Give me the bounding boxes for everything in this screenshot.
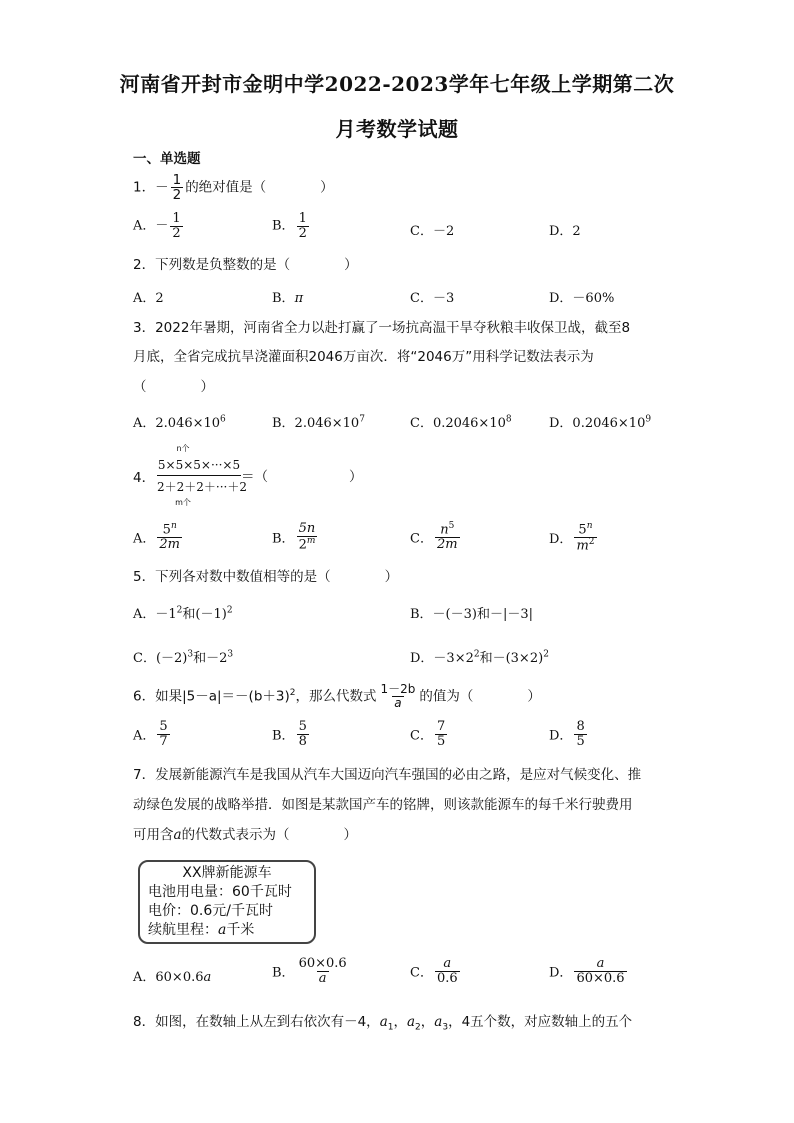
option-c: C． $\frac{n^5}{2m}$ [410, 521, 458, 552]
option-c: C． $\frac{7}{5}$ [410, 719, 446, 749]
option-b: B．$2.046\times 10^7$ [272, 414, 365, 431]
fraction: $\frac{5}{8}$ [298, 719, 307, 749]
underbrace-label-n: n个 [176, 444, 190, 453]
fraction: $\frac{1-2b}{a}$ [380, 682, 416, 710]
option-d: D． $\frac{8}{5}$ [549, 719, 585, 749]
fraction: $\frac{8}{5}$ [576, 719, 585, 749]
fraction: $\frac{7}{5}$ [436, 719, 446, 749]
paper-title-line-2: 月考数学试题 [335, 117, 459, 141]
option-b: B． $\frac{60\times 0.6}{a}$ [272, 956, 347, 986]
question-3-line-3: （ ） [133, 379, 214, 395]
question-4-stem: ＝（ ） [241, 469, 363, 485]
nameplate-title: XX牌新能源车 [182, 865, 272, 881]
fraction: $\frac{60\times 0.6}{a}$ [298, 956, 347, 986]
nameplate-battery: 电池用电量：60千瓦时 [148, 884, 292, 900]
option-b: B． $\frac{1}{2}$ [272, 211, 307, 241]
underbrace-label-m: m个 [175, 498, 191, 507]
option-b: B． $\frac{5}{8}$ [272, 719, 307, 749]
question-6: 6．如果$|5-a|=-(b+3)^2$，那么代数式 $\frac{1-2b}{a}$ 的值为（ ） [133, 682, 541, 710]
question-7-line-3: 可用含a的代数式表示为（ ） [133, 827, 358, 843]
question-5: 5．下列各对数中数值相等的是（ ） [133, 569, 399, 585]
question-4-numerator: 5×5×5×···×5 [157, 458, 241, 472]
fraction: $\frac{5^n}{m^2}$ [576, 521, 595, 554]
nameplate-price: 电价：0.6元/千瓦时 [148, 903, 273, 919]
option-a: A．－ $\frac{1}{2}$ [133, 211, 181, 241]
fraction: $\frac{5n}{2^m}$ [298, 521, 316, 552]
fraction: $\frac{5}{7}$ [159, 719, 168, 749]
nameplate-range: 续航里程：a千米 [148, 922, 255, 938]
paper-title-line-1: 河南省开封市金明中学2022-2023学年七年级上学期第二次 [119, 72, 675, 96]
option-c: C．－3 [410, 291, 455, 306]
question-7-line-2: 动绿色发展的战略举措．如图是某款国产车的铭牌，则该款能源车的每千米行驶费用 [133, 797, 633, 813]
option-c: C．$(-2)^3$和$-2^3$ [133, 649, 234, 666]
fraction: $\frac{a}{60\times 0.6}$ [576, 956, 625, 986]
option-a: A．$-1^2$和$(-1)^2$ [133, 605, 233, 622]
option-d: D．2 [549, 224, 581, 239]
option-c: C．－2 [410, 224, 455, 239]
question-3-line-2: 月底，全省完成抗旱浇灌面积2046万亩次．将“2046万”用科学记数法表示为 [133, 349, 594, 365]
fraction: $\frac{a}{0.6}$ [436, 956, 458, 986]
option-d: D． $\frac{a}{60\times 0.6}$ [549, 956, 625, 986]
question-2: 2．下列数是负整数的是（ ） [133, 257, 358, 273]
question-1: 1．－ $\frac{1}{2}$ 的绝对值是（ ） [133, 172, 334, 204]
question-4-number: 4． [133, 470, 156, 486]
question-4-denominator: 2＋2＋2＋···＋2 [157, 480, 247, 494]
question-3-line-1: 3．2022年暑期，河南省全力以赴打赢了一场抗高温干旱夺秋粮丰收保卫战，截至8 [133, 320, 631, 336]
fraction: $\frac{5^n}{2m}$ [159, 521, 180, 552]
option-d: D． $\frac{5^n}{m^2}$ [549, 521, 595, 554]
option-a: A．2 [133, 291, 164, 306]
question-8: 8．如图，在数轴上从左到右依次有－4，$a_1$，$a_2$，$a_3$，4五个数，对应数轴上的五个 [133, 1014, 633, 1033]
option-d: D．－60% [549, 291, 615, 306]
option-a: A． $\frac{5}{7}$ [133, 719, 168, 749]
fraction: $\frac{1}{2}$ [172, 211, 181, 241]
car-nameplate [138, 860, 316, 944]
option-a: A．60×0.6a [133, 970, 212, 985]
section-heading: 一、单选题 [133, 151, 201, 167]
option-a: A． $\frac{5^n}{2m}$ [133, 521, 180, 552]
option-b: B．－(－3)和－|－3| [410, 607, 533, 622]
option-a: A．$2.046\times 10^6$ [133, 414, 226, 431]
option-c: C．$0.2046\times 10^8$ [410, 414, 512, 431]
question-7-line-1: 7．发展新能源汽车是我国从汽车大国迈向汽车强国的必由之路，是应对气候变化、推 [133, 767, 642, 783]
option-d: D．$0.2046\times 10^9$ [549, 414, 652, 431]
fraction: $\frac{n^5}{2m}$ [436, 521, 458, 552]
fraction: $\frac{1}{2}$ [298, 211, 307, 241]
option-b: B．π [272, 291, 304, 306]
option-c: C． $\frac{a}{0.6}$ [410, 956, 458, 986]
fraction-bar [157, 475, 241, 476]
option-b: B． $\frac{5n}{2^m}$ [272, 521, 316, 552]
fraction: $\frac{1}{2}$ [172, 172, 182, 204]
option-d: D．$-3\times 2^2$和$-(3\times 2)^2$ [410, 649, 549, 666]
